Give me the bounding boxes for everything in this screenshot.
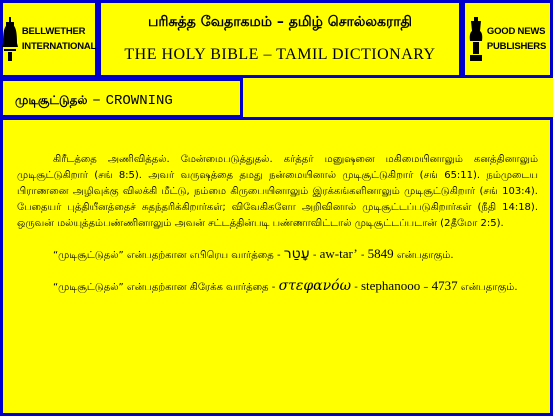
definition-paragraph: கிரீடத்தை அணிவித்தல். மேன்மைபடுத்துதல். கர்த்தர் மனுஷனை மகிமையினாலும் கனத்தினாலும் முடிசூட்டுகிறார் (சங் 8:5). அவர் வருஷத்தை தமது நன்மையினால் முடிசூட்டுகிறார் (சங் 65:11). நம்முடைய பிராணனை அழிவுக்கு விலக்கி மீட்டு, நம்மை கிருபையினாலும் இரக்கங்களினாலும் முடிசூட்டுகிறார் (சங் 103:4). பேதையர் புத்தியீனத்தைச் சுதந்தரிக்கிறார்கள்; விவேகிகளோ அறிவினால் முடிசூட்டப்படுகிறார்கள் (நீதி 14:18). ஒருவன் மல்யுத்தம்பண்ணினாலும் அவன் சட்டத்தின்படி பண்ணாவிட்டால் முடிசூட்டப்படான் (2தீமோ 2:5). bbox=[17, 154, 538, 229]
definition-content bbox=[17, 152, 538, 310]
good-news-logo bbox=[465, 3, 550, 75]
entry-heading bbox=[15, 89, 173, 109]
title-panel bbox=[98, 0, 462, 78]
bellwether-logo-line1: BELLWETHER bbox=[21, 26, 86, 37]
greek-prefix: “முடிசூட்டுதல்” என்பதற்கான கிரேக்க வார்த்தை bbox=[53, 282, 269, 293]
greek-word: στεφανόω bbox=[278, 278, 351, 294]
title-tamil: பரிசுத்த வேதாகமம் – தமிழ் சொல்லகராதி bbox=[148, 14, 412, 30]
hebrew-transliteration: aw-tar’ bbox=[319, 246, 358, 261]
greek-dash-1: - bbox=[271, 282, 276, 293]
entry-heading-panel bbox=[0, 78, 243, 118]
title-english: THE HOLY BIBLE – TAMIL DICTIONARY bbox=[124, 46, 436, 63]
hebrew-prefix: “முடிசூட்டுதல்” என்பதற்கான எபிரெய வார்த்தை bbox=[53, 250, 274, 261]
hebrew-dash-3: - bbox=[360, 250, 365, 261]
bellwether-logo-panel bbox=[0, 0, 98, 78]
hebrew-suffix: என்பதாகும். bbox=[396, 250, 454, 261]
hebrew-strongs-number: 5849 bbox=[367, 246, 394, 261]
hebrew-word-line bbox=[17, 246, 538, 264]
bellwether-logo-line2: INTERNATIONAL bbox=[21, 41, 97, 52]
greek-word-line bbox=[17, 278, 538, 296]
entry-tamil-word: முடிசூட்டுதல் bbox=[15, 93, 88, 107]
entry-english-word: CROWNING bbox=[105, 93, 173, 109]
greek-strongs-number: 4737 bbox=[431, 278, 458, 293]
good-news-logo-line2: PUBLISHERS bbox=[486, 41, 547, 52]
greek-suffix: என்பதாகும். bbox=[460, 282, 518, 293]
greek-transliteration: stephanooo bbox=[360, 278, 421, 293]
good-news-logo-line1: GOOD NEWS bbox=[486, 26, 546, 37]
greek-dash-3: – bbox=[423, 282, 429, 293]
bellwether-logo bbox=[3, 3, 95, 75]
good-news-logo-panel bbox=[462, 0, 553, 78]
entry-separator: – bbox=[92, 89, 101, 108]
lamp-icon bbox=[469, 17, 483, 61]
hebrew-dash-2: - bbox=[312, 250, 317, 261]
greek-dash-2: - bbox=[354, 282, 358, 293]
definition-panel bbox=[0, 117, 553, 416]
hebrew-dash-1: - bbox=[276, 250, 281, 261]
hebrew-word: עָטַר bbox=[283, 246, 310, 262]
bell-icon bbox=[2, 17, 18, 61]
